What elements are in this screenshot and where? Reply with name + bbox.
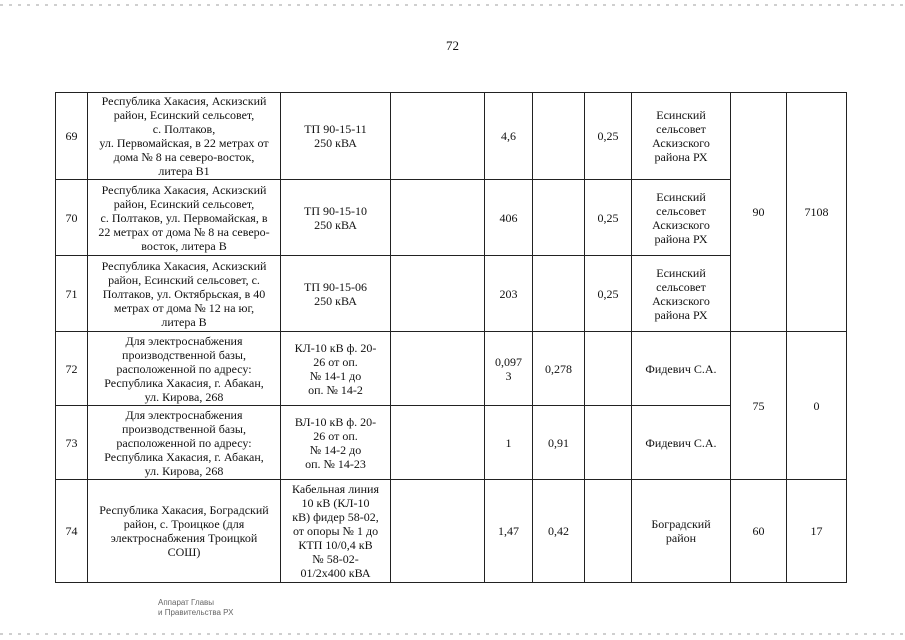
- value-cell: 0,25: [585, 180, 632, 256]
- row-number: 74: [56, 480, 88, 583]
- value-cell: [533, 180, 585, 256]
- value-cell: [585, 406, 632, 480]
- address-cell: Республика Хакасия, Аскизский район, Есинский сельсовет, с. Полтаков, ул. Первомайская, в 22 метрах от дома № 8 на северо-восток, литера В1: [88, 93, 281, 180]
- data-table: [55, 92, 847, 583]
- scan-noise-bottom: [0, 633, 905, 635]
- object-cell: Кабельная линия 10 кВ (КЛ-10 кВ) фидер 58-02, от опоры № 1 до КТП 10/0,4 кВ № 58-02- 01/2х400 кВА: [281, 480, 391, 583]
- value-cell: 4,6: [485, 93, 533, 180]
- address-cell: Для электроснабжения производственной базы, расположенной по адресу: Республика Хакасия, г. Абакан, ул. Кирова, 268: [88, 332, 281, 406]
- object-cell: ТП 90-15-11 250 кВА: [281, 93, 391, 180]
- row-number: 72: [56, 332, 88, 406]
- table-row: [56, 256, 847, 332]
- table-row: [56, 406, 847, 480]
- value-cell: 0,91: [533, 406, 585, 480]
- group-value-cell: 7108: [787, 93, 847, 332]
- value-cell: [533, 93, 585, 180]
- object-cell: ТП 90-15-10 250 кВА: [281, 180, 391, 256]
- value-cell: 1: [485, 406, 533, 480]
- group-value-cell: 75: [731, 332, 787, 480]
- value-cell: 0,097 3: [485, 332, 533, 406]
- value-cell: 0,25: [585, 93, 632, 180]
- page-number: 72: [446, 38, 459, 53]
- owner-cell: Фидевич С.А.: [632, 406, 731, 480]
- value-cell: 203: [485, 256, 533, 332]
- footer-stamp: Аппарат Главы и Правительства РХ: [158, 598, 234, 617]
- object-cell: ВЛ-10 кВ ф. 20- 26 от оп. № 14-2 до оп. № 14-23: [281, 406, 391, 480]
- value-cell: [391, 406, 485, 480]
- group-value-cell: 17: [787, 480, 847, 583]
- address-cell: Республика Хакасия, Аскизский район, Есинский сельсовет, с. Полтаков, ул. Октябрьская, в 40 метрах от дома № 12 на юг, литера В: [88, 256, 281, 332]
- table-row: [56, 93, 847, 180]
- table-row: [56, 332, 847, 406]
- address-cell: Республика Хакасия, Аскизский район, Есинский сельсовет, с. Полтаков, ул. Первомайская, в 22 метрах от дома № 8 на северо- восток, литера В: [88, 180, 281, 256]
- value-cell: 0,25: [585, 256, 632, 332]
- value-cell: [391, 180, 485, 256]
- address-cell: Для электроснабжения производственной базы, расположенной по адресу: Республика Хакасия, г. Абакан, ул. Кирова, 268: [88, 406, 281, 480]
- object-cell: КЛ-10 кВ ф. 20- 26 от оп. № 14-1 до оп. № 14-2: [281, 332, 391, 406]
- value-cell: [585, 332, 632, 406]
- row-number: 69: [56, 93, 88, 180]
- owner-cell: Есинский сельсовет Аскизского района РХ: [632, 180, 731, 256]
- value-cell: 0,42: [533, 480, 585, 583]
- address-cell: Республика Хакасия, Боградский район, с. Троицкое (для электроснабжения Троицкой СОШ): [88, 480, 281, 583]
- owner-cell: Есинский сельсовет Аскизского района РХ: [632, 93, 731, 180]
- value-cell: [533, 256, 585, 332]
- value-cell: 406: [485, 180, 533, 256]
- value-cell: [391, 480, 485, 583]
- value-cell: [585, 480, 632, 583]
- group-value-cell: 60: [731, 480, 787, 583]
- table-row: [56, 480, 847, 583]
- owner-cell: Есинский сельсовет Аскизского района РХ: [632, 256, 731, 332]
- value-cell: [391, 93, 485, 180]
- object-cell: ТП 90-15-06 250 кВА: [281, 256, 391, 332]
- group-value-cell: 0: [787, 332, 847, 480]
- value-cell: 0,278: [533, 332, 585, 406]
- row-number: 71: [56, 256, 88, 332]
- row-number: 70: [56, 180, 88, 256]
- row-number: 73: [56, 406, 88, 480]
- value-cell: [391, 332, 485, 406]
- scan-noise-top: [0, 4, 905, 6]
- group-value-cell: 90: [731, 93, 787, 332]
- value-cell: [391, 256, 485, 332]
- owner-cell: Боградский район: [632, 480, 731, 583]
- owner-cell: Фидевич С.А.: [632, 332, 731, 406]
- table-row: [56, 180, 847, 256]
- value-cell: 1,47: [485, 480, 533, 583]
